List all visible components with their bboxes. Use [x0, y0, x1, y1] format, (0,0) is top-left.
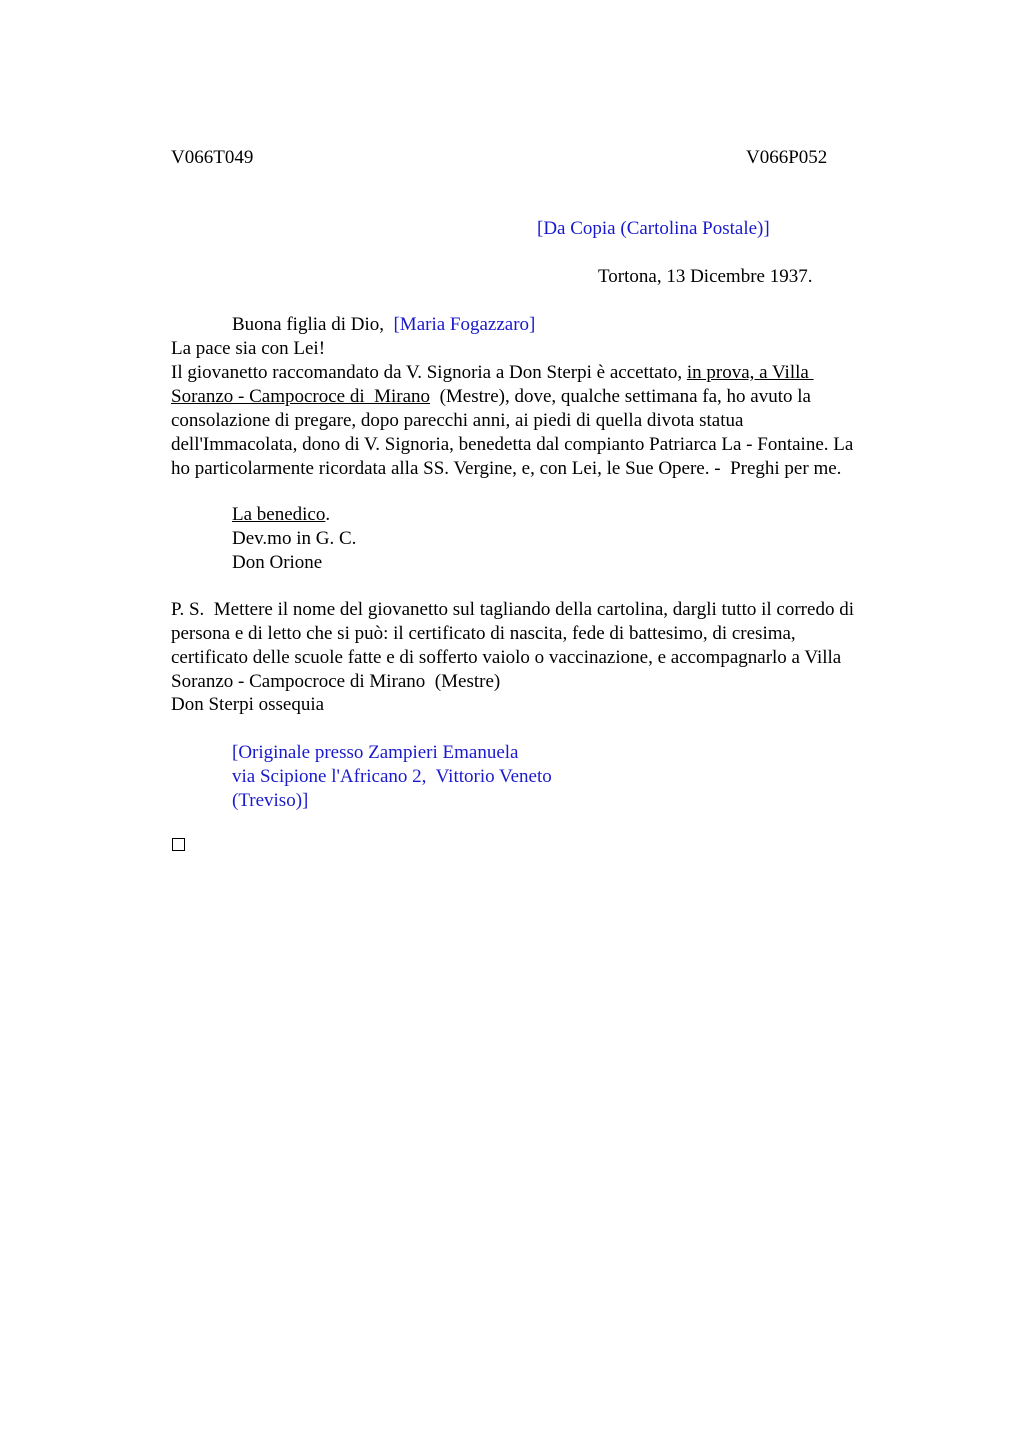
body-line-2-underlined: Soranzo - Campocroce di Mirano	[171, 386, 431, 407]
original-note-line-3: (Treviso)]	[232, 790, 309, 811]
closing-devoted: Dev.mo in G. C.	[232, 528, 357, 549]
salutation	[232, 313, 535, 337]
greeting: La pace sia con Lei!	[171, 338, 326, 359]
blessing-period: .	[325, 504, 331, 525]
postscript-line-5: Don Sterpi ossequia	[171, 694, 325, 715]
source-note: [Da Copia (Cartolina Postale)]	[537, 218, 770, 239]
header-left-code: V066T049	[171, 147, 254, 168]
body-line-1-text: Il giovanetto raccomandato da V. Signoria a Don Sterpi è accettato,	[171, 362, 687, 383]
original-note-line-1: [Originale presso Zampieri Emanuela	[232, 742, 519, 763]
header-right-code: V066P052	[746, 147, 828, 168]
empty-square-icon	[172, 838, 185, 851]
place-date: Tortona, 13 Dicembre 1937.	[598, 266, 813, 287]
body-line-2-text: (Mestre), dove, qualche settimana fa, ho avuto la	[430, 386, 811, 407]
postscript-line-3: certificato delle scuole fatte e di sofferto vaiolo o vaccinazione, e accompagnarlo a Villa	[171, 647, 842, 668]
original-note-line-2: via Scipione l'Africano 2, Vittorio Veneto	[232, 766, 552, 787]
body-line-1	[171, 361, 814, 385]
body-line-3: consolazione di pregare, dopo parecchi anni, ai piedi di quella divota statua	[171, 410, 744, 431]
postscript-line-4: Soranzo - Campocroce di Mirano (Mestre)	[171, 671, 501, 692]
body-line-5: ho particolarmente ricordata alla SS. Vergine, e, con Lei, le Sue Opere. - Preghi per me.	[171, 458, 842, 479]
signature: Don Orione	[232, 552, 323, 573]
body-line-4: dell'Immacolata, dono di V. Signoria, benedetta dal compianto Patriarca La - Fontaine. La	[171, 434, 854, 455]
salutation-text: Buona figlia di Dio,	[232, 314, 384, 335]
blessing-underlined: La benedico	[232, 504, 326, 525]
closing-blessing	[232, 503, 330, 527]
recipient-note: [Maria Fogazzaro]	[393, 314, 536, 335]
postscript-line-1: P. S. Mettere il nome del giovanetto sul tagliando della cartolina, dargli tutto il corredo di	[171, 599, 854, 620]
body-line-2	[171, 385, 811, 409]
body-line-1-underlined: in prova, a Villa	[686, 362, 814, 383]
postscript-line-2: persona e di letto che si può: il certificato di nascita, fede di battesimo, di cresima,	[171, 623, 796, 644]
